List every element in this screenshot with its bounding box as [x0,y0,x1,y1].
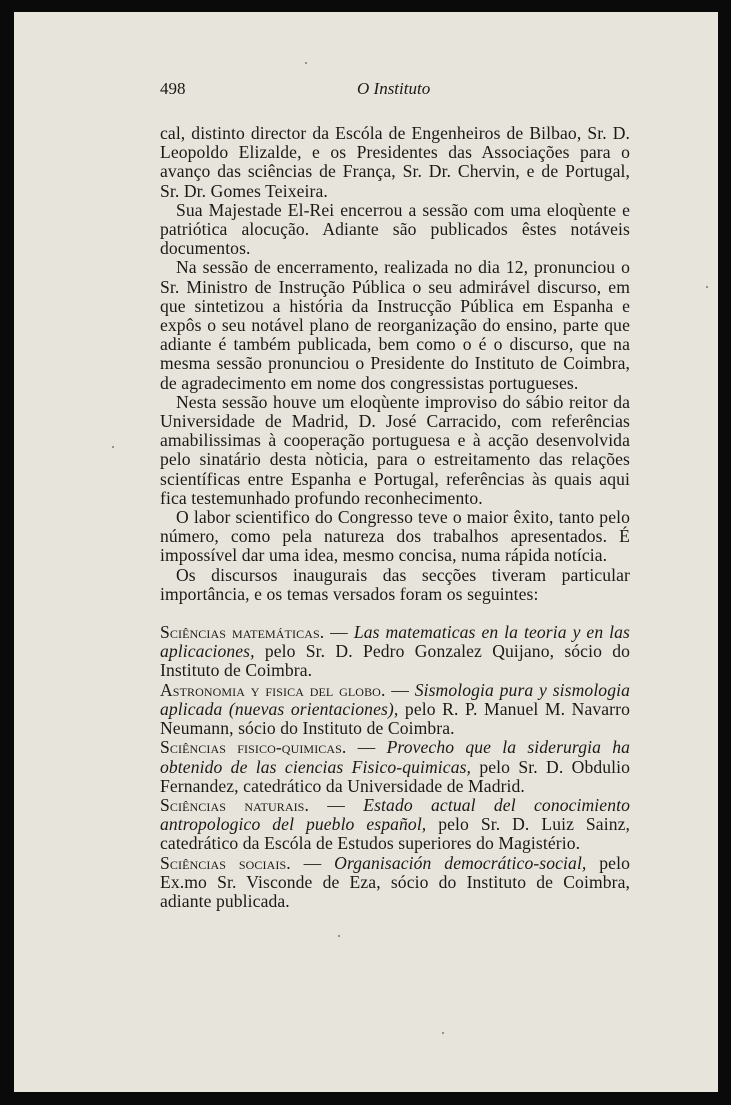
paragraph-1: cal, distinto director da Escóla de Engenheiros de Bilbao, Sr. D. Leopoldo Elizalde, e os Presidentes das Associações para o avanço das sciências de França, Sr. Dr. Chervin, e de Portugal, Sr. Dr. Gomes Teixeira. [160,123,630,201]
paragraph-3: Na sessão de encerramento, realizada no dia 12, pronunciou o Sr. Ministro de Instrução Pública o seu admirável discurso, em que sintetizou a história da Instrucção Pública em Espanha e expôs o seu notável plano de reorganização do ensino, parte que adiante é também publicada, bem como o é o discurso, que na mesma sessão pronunciou o Presidente do Instituto de Coimbra, de agradecimento em nome dos congressistas portugueses. [160,257,630,393]
paper-speck [442,1032,444,1034]
section-author: pelo Ex.mo Sr. Visconde de Eza, sócio do Instituto de Coimbra, adiante publicada. [160,852,630,911]
section-name: Sciências matemáticas. [160,622,325,643]
section-name: Sciências sociais. [160,852,291,873]
paragraph-4: Nesta sessão houve um eloqùente improviso do sábio reitor da Universidade de Madrid, D. José Carracido, com referências amabilissimas à cooperação portuguesa e à acção desenvolvida pelo sinatário desta nòticia, para o estreitamento das relações scientíficas entre Espanha e Portugal, referências às quais aqui fica testemunhado profundo reconhecimento. [160,391,630,508]
section-title: Organisación democrático-social, [334,852,587,873]
section-title: Las matematicas en la teoria y en las aplicaciones, [160,622,630,662]
paper-speck [706,286,708,288]
section-title: Provecho que la siderurgia ha obtenido de las ciencias Fisico-quimicas, [160,737,630,777]
running-title: O Instituto [357,79,431,98]
section-dash: — [385,679,415,700]
section-naturais [160,796,630,854]
section-title: Sismologia pura y sismologia aplicada (nuevas orientaciones), [160,679,630,719]
paragraph-5: O labor scientifico do Congresso teve o maior êxito, tanto pelo número, como pela natureza dos trabalhos apresentados. É impossível dar uma idea, mesmo concisa, numa rápida notícia. [160,507,630,566]
section-author: pelo Sr. D. Pedro Gonzalez Quijano, sócio do Instituto de Coimbra. [160,641,630,681]
paper-speck [338,935,340,937]
page-number: 498 [160,79,186,98]
paper-speck [305,62,307,64]
section-title: Estado actual del conocimiento antropologico del pueblo español, [160,794,630,835]
section-dash: — [346,737,387,758]
section-dash: — [308,794,364,815]
section-author: pelo Sr. D. Luiz Sainz, catedrático da Escóla de Estudos superiores do Magistério. [160,814,630,854]
page-header [160,79,630,103]
section-name: Astronomia y fisica del globo. [160,679,386,700]
section-author: pelo R. P. Manuel M. Navarro Neumann, sócio do Instituto de Coimbra. [160,698,630,739]
section-matematicas [160,623,630,681]
section-name: Sciências naturais. [160,794,309,815]
section-author: pelo Sr. D. Obdulio Fernandez, catedrático da Universidade de Madrid. [160,756,631,796]
section-astronomia [160,681,630,739]
section-name: Sciências fisico-quimicas. [160,737,347,758]
paper-speck [112,446,114,448]
paragraph-6: Os discursos inaugurais das secções tiveram particular importância, e os temas versados foram os seguintes: [160,564,630,604]
section-gap [160,604,630,623]
section-sociais [160,854,630,912]
paragraph-2: Sua Majestade El-Rei encerrou a sessão com uma eloqùente e patriótica alocução. Adiante são publicados êstes notáveis documentos. [160,199,630,259]
section-dash: — [290,852,335,873]
section-dash: — [324,622,354,643]
section-fisico-quimicas [160,738,630,796]
body-text [160,124,630,911]
